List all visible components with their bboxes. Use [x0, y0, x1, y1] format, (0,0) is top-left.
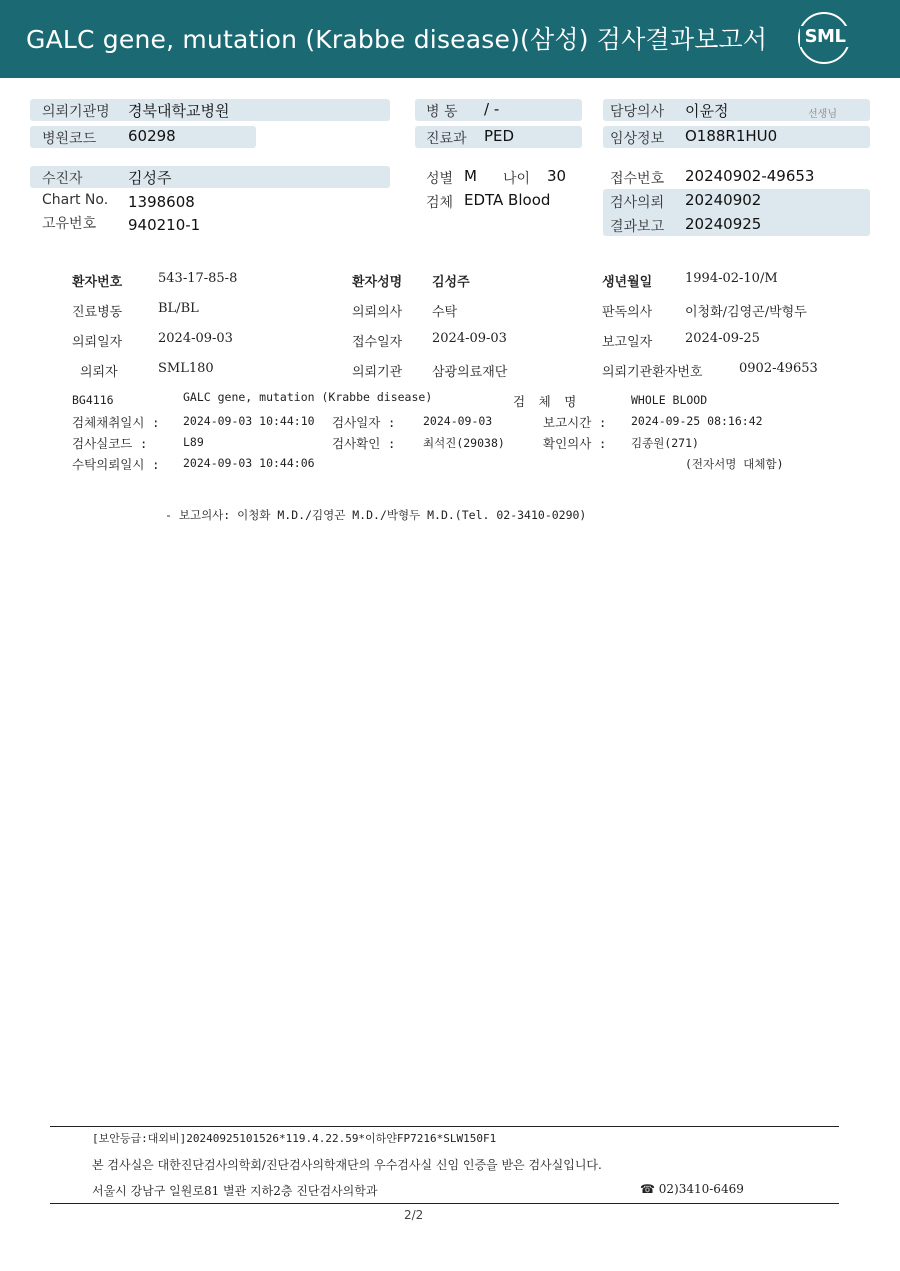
report-title: GALC gene, mutation (Krabbe disease)(삼성) 검사결과보고서	[26, 25, 768, 54]
patient-name-value: 김성주	[432, 275, 470, 290]
test-code: BG4116	[72, 393, 114, 407]
confirm-label: 확인의사 :	[543, 436, 607, 451]
patient-label: 수진자	[42, 171, 83, 187]
patient-no-value: 543-17-85-8	[158, 271, 238, 286]
specimen-label: 검체	[426, 195, 454, 211]
age-value: 30	[547, 167, 567, 185]
request-value: 20240902	[685, 191, 762, 209]
consign-label: 수탁의뢰일시 :	[72, 457, 160, 472]
birth-value: 1994-02-10/M	[685, 271, 778, 286]
request-label: 검사의뢰	[610, 195, 665, 211]
chart-label: Chart No.	[42, 192, 109, 208]
esign-note: (전자서명 대체함)	[685, 457, 784, 471]
address-line: 서울시 강남구 일원로81 별관 지하2층 진단검사의학과	[92, 1184, 378, 1198]
footer-bottom-rule	[50, 1203, 839, 1204]
clinical-label: 임상정보	[610, 131, 665, 147]
verify-label: 검사확인 :	[332, 436, 396, 451]
page-number: 2/2	[404, 1208, 424, 1222]
cert-line: 본 검사실은 대한진단검사의학회/진단검사의학재단의 우수검사실 신임 인증을 받은 검사실입니다.	[92, 1158, 602, 1172]
security-line: [보안등급:대외비]20240925101526*119.4.22.59*이하얀FP7216*SLW150F1	[92, 1132, 497, 1145]
hospital-code-value: 60298	[128, 127, 176, 145]
lab-code-label: 검사실코드 :	[72, 436, 148, 451]
test-date-value: 2024-09-03	[423, 414, 493, 428]
clinical-value: O188R1HU0	[685, 127, 778, 145]
reading-doctor-label: 판독의사	[602, 305, 653, 320]
dept-value: PED	[484, 127, 515, 145]
patient-value: 김성주	[128, 169, 172, 187]
req-institution-value: 삼광의료재단	[432, 365, 508, 380]
logo-text: SML	[800, 26, 850, 47]
collect-value: 2024-09-03 10:44:10	[183, 414, 315, 428]
ward-grid-value: BL/BL	[158, 301, 199, 316]
doctor-label: 담당의사	[610, 104, 665, 120]
receipt-date-value: 2024-09-03	[432, 331, 507, 346]
specimen-value: EDTA Blood	[464, 191, 551, 209]
request-date-value: 2024-09-03	[158, 331, 233, 346]
result-value: 20240925	[685, 215, 762, 233]
consign-value: 2024-09-03 10:44:06	[183, 456, 315, 470]
inst-patient-no-label: 의뢰기관환자번호	[602, 365, 703, 380]
req-doctor-value: 수탁	[432, 305, 458, 320]
specimen-name-label: 검 체 명	[513, 394, 580, 409]
footer-top-rule	[50, 1126, 839, 1127]
req-doctor-label: 의뢰의사	[352, 305, 403, 320]
institution-label: 의뢰기관명	[42, 104, 110, 120]
ward-grid-label: 진료병동	[72, 305, 123, 320]
sml-logo	[798, 12, 854, 66]
req-institution-label: 의뢰기관	[352, 365, 403, 380]
confirm-value: 김종원(271)	[631, 436, 699, 450]
hospital-code-label: 병원코드	[42, 131, 97, 147]
doctor-suffix: 선생님	[808, 109, 837, 120]
result-label: 결과보고	[610, 219, 665, 235]
collect-label: 검체채취일시 :	[72, 415, 160, 430]
lab-code-value: L89	[183, 435, 204, 449]
ward-value: / -	[484, 100, 500, 118]
birth-label: 생년월일	[602, 275, 653, 290]
report-header	[0, 0, 900, 78]
reading-doctor-value: 이청화/김영곤/박형두	[685, 305, 807, 320]
request-date-label: 의뢰일자	[72, 335, 123, 350]
phone-line: ☎ 02)3410-6469	[640, 1182, 744, 1196]
test-date-label: 검사일자 :	[332, 415, 396, 430]
report-time-label: 보고시간 :	[543, 415, 607, 430]
sex-value: M	[464, 167, 477, 185]
age-label: 나이	[503, 171, 531, 187]
inst-patient-no-value: 0902-49653	[739, 361, 818, 376]
unique-label: 고유번호	[42, 216, 97, 232]
requester-value: SML180	[158, 361, 214, 376]
report-date-value: 2024-09-25	[685, 331, 760, 346]
patient-no-label: 환자번호	[72, 275, 123, 290]
unique-value: 940210-1	[128, 216, 201, 234]
patient-name-label: 환자성명	[352, 275, 403, 290]
receipt-label: 접수번호	[610, 171, 665, 187]
report-date-label: 보고일자	[602, 335, 653, 350]
report-time-value: 2024-09-25 08:16:42	[631, 414, 763, 428]
patient-row	[30, 166, 390, 188]
doctor-value: 이윤정	[685, 102, 729, 120]
dept-label: 진료과	[426, 131, 467, 147]
receipt-date-label: 접수일자	[352, 335, 403, 350]
sex-label: 성별	[426, 171, 454, 187]
specimen-name-value: WHOLE BLOOD	[631, 393, 708, 407]
test-name: GALC gene, mutation (Krabbe disease)	[183, 390, 433, 404]
ward-label: 병 동	[426, 104, 458, 120]
receipt-value: 20240902-49653	[685, 167, 815, 185]
institution-value: 경북대학교병원	[128, 102, 230, 120]
requester-label: 의뢰자	[80, 365, 118, 380]
verify-value: 최석진(29038)	[423, 436, 505, 450]
chart-value: 1398608	[128, 193, 195, 211]
reporting-doctors: - 보고의사: 이청화 M.D./김영곤 M.D./박형두 M.D.(Tel. 02-3410-0290)	[165, 508, 587, 522]
